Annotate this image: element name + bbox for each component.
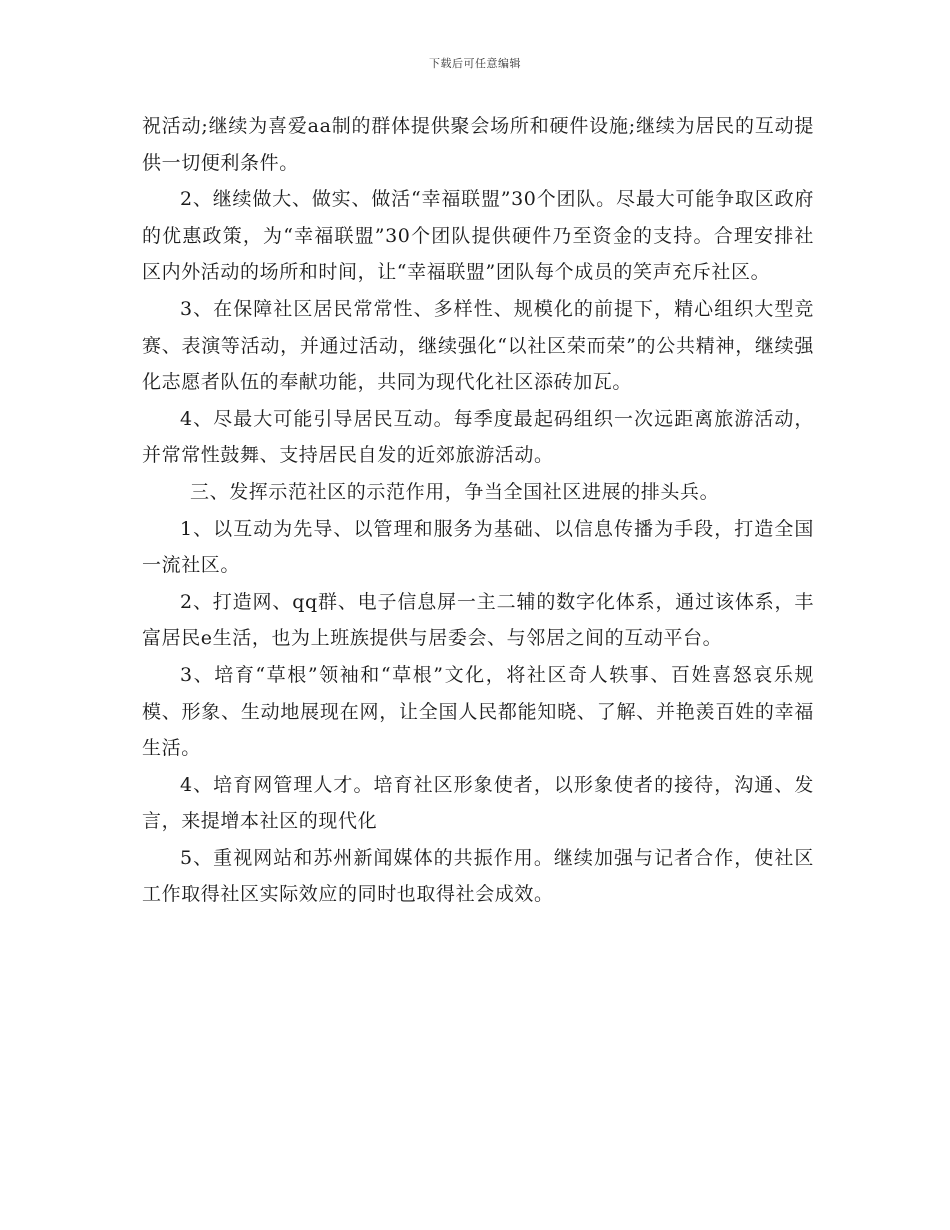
paragraph-item-3: 3、在保障社区居民常常性、多样性、规模化的前提下，精心组织大型竞赛、表演等活动，并通过活动，继续强化“以社区荣而荣”的公共精神，继续强化志愿者队伍的奉献功能，共同为现代化社区添砖加瓦。 <box>142 297 814 394</box>
paragraph-section3-item-4: 4、培育网管理人才。培育社区形象使者，以形象使者的接待，沟通、发言，来提增本社区的现代化 <box>142 773 814 833</box>
document-body <box>142 108 814 913</box>
paragraph-item-4: 4、尽最大可能引导居民互动。每季度最起码组织一次远距离旅游活动，并常常性鼓舞、支持居民自发的近郊旅游活动。 <box>142 407 814 467</box>
paragraph-continuation: 祝活动;继续为喜爱aa制的群体提供聚会场所和硬件设施;继续为居民的互动提供一切便利条件。 <box>142 115 814 174</box>
section-heading-3: 三、发挥示范社区的示范作用，争当全国社区进展的排头兵。 <box>190 480 720 503</box>
paragraph-section3-item-3: 3、培育“草根”领袖和“草根”文化，将社区奇人轶事、百姓喜怒哀乐规模、形象、生动地展现在网，让全国人民都能知晓、了解、并艳羡百姓的幸福生活。 <box>142 663 814 760</box>
page-header: 下载后可任意编辑 <box>429 57 521 70</box>
paragraph-section3-item-5: 5、重视网站和苏州新闻媒体的共振作用。继续加强与记者合作，使社区工作取得社区实际效应的同时也取得社会成效。 <box>142 846 814 906</box>
paragraph-section3-item-1: 1、以互动为先导、以管理和服务为基础、以信息传播为手段，打造全国一流社区。 <box>142 517 814 577</box>
paragraph-item-2: 2、继续做大、做实、做活“幸福联盟”30个团队。尽最大可能争取区政府的优惠政策，为“幸福联盟”30个团队提供硬件乃至资金的支持。合理安排社区内外活动的场所和时间，让“幸福联盟”团队每个成员的笑声充斥社区。 <box>142 188 814 284</box>
paragraph-section3-item-2: 2、打造网、qq群、电子信息屏一主二辅的数字化体系，通过该体系，丰富居民e生活，也为上班族提供与居委会、与邻居之间的互动平台。 <box>142 590 814 650</box>
